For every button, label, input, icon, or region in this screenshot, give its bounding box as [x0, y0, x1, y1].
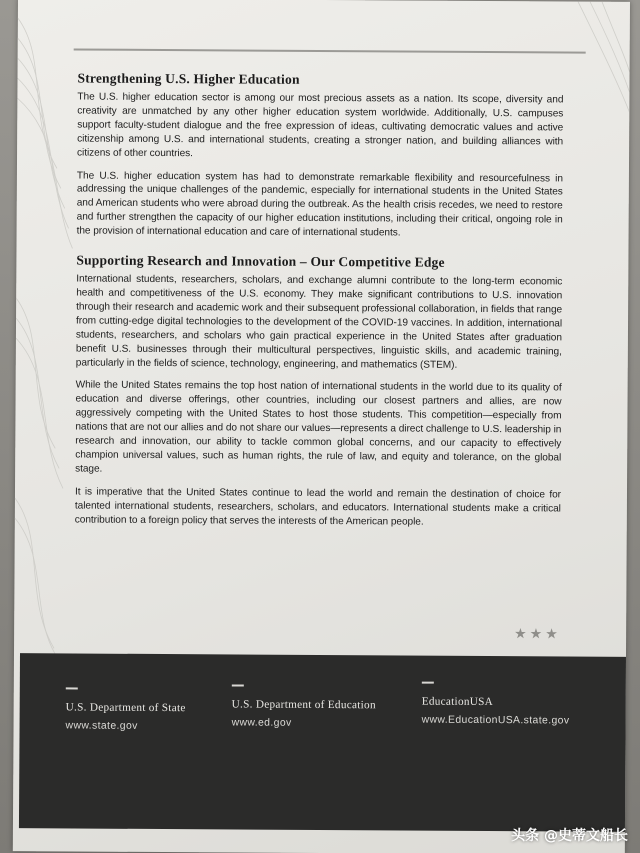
footer-dash: [66, 687, 78, 689]
footer-dash: [232, 684, 244, 686]
paragraph: The U.S. higher education sector is among our most precious assets as a nation. Its scope, diversity and creativity are unmatched by any other higher education system worldwide. Additionally, U.S. campuses support faculty-student dialogue and the free expression of ideas, cultivating democratic values and active citizenship among U.S. and international students, creating a stronger nation, and building alliances with citizens of other countries.: [77, 91, 564, 159]
org-url[interactable]: www.ed.gov: [231, 717, 292, 729]
footer-org-education: [232, 684, 376, 729]
org-url[interactable]: www.EducationUSA.state.gov: [421, 714, 570, 727]
paragraph: It is imperative that the United States continue to lead the world and remain the destination of choice for talented international students, researchers, scholars, and educators. International students make a critical contribution to a foreign policy that serves the interests of the American people.: [74, 486, 562, 528]
footer-band: [19, 653, 626, 832]
document-page: [13, 0, 630, 853]
org-url[interactable]: www.state.gov: [65, 720, 138, 732]
star-icons: ★★★: [514, 625, 561, 642]
section-heading-research-innovation: Supporting Research and Innovation – Our Competitive Edge: [76, 252, 445, 270]
org-name: EducationUSA: [421, 695, 494, 709]
section-heading-higher-education: Strengthening U.S. Higher Education: [77, 70, 300, 87]
paragraph: The U.S. higher education system has had to demonstrate remarkable flexibility and resourcefulness in addressing the unique challenges of the pandemic, especially for international students in the United States and American students who were abroad during the outbreak. As the health crisis recedes, we need to restore and further strengthen the capacity of our higher education institutions, including their critical, ongoing role in the provision of international education and care of international students.: [76, 170, 563, 239]
org-name: U.S. Department of State: [65, 701, 186, 715]
footer-dash: [422, 682, 434, 684]
document-body: [75, 70, 564, 538]
paragraph: While the United States remains the top host nation of international students in the world due to its quality of education and diverse offerings, other countries, including our closest partners and allies, are now aggressively competing with the United States to host those students. This competition—especially from nations that are not our allies and do not share our values—represents a direct challenge to U.S. leadership in research and innovation, our ability to tackle common global concerns, and our capacity to effectively champion universal values, such as human rights, the rule of law, and equity and tolerance, on the global stage.: [75, 379, 562, 475]
footer-org-state: [66, 687, 186, 732]
footer-org-educationusa: [422, 682, 570, 727]
paragraph: International students, researchers, scholars, and exchange alumni contribute to the long-term economic health and competitiveness of the U.S. economy. They make significant contributions to U.S. innovation through their research and academic work and their subsequent professional collaboration, in fields that range from cutting-edge digital technologies to the development of the COVID-19 vaccines. In addition, international students, researchers, and scholars who gain practical experience in the United States after graduation benefit U.S. businesses through their multicultural perspectives, linguistic skills, and academic training, particularly in the fields of science, technology, engineering, and mathematics (STEM).: [75, 273, 563, 371]
watermark-text: 头条 @史蒂文船长: [511, 828, 628, 844]
org-name: U.S. Department of Education: [231, 698, 376, 712]
